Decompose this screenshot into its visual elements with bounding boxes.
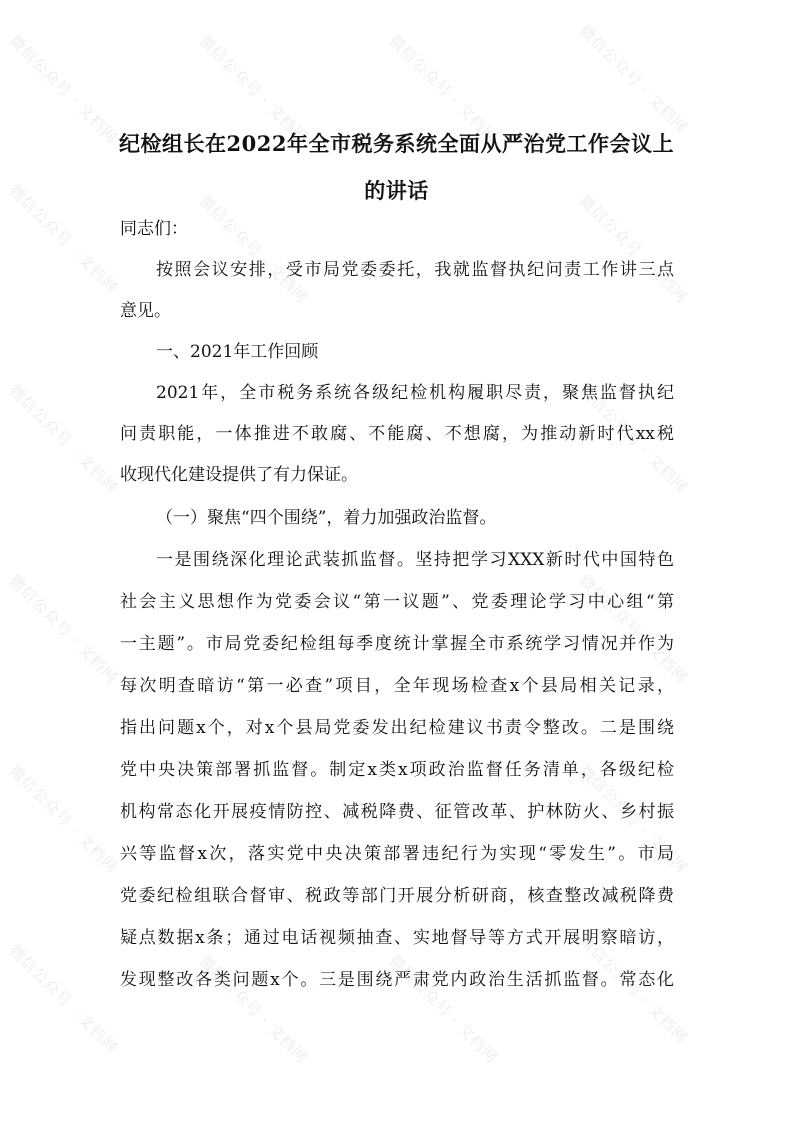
section-1-heading: 一、2021年工作回顾 — [156, 342, 319, 362]
body-para-line-8: 兴等监督x次，落实党中央决策部署违纪行为实现“零发生”。市局 — [120, 844, 674, 864]
watermark-text: 微信公众号 · 文档网 — [575, 761, 692, 877]
body-para-line-4: 每次明查暗访“第一必查”项目，全年现场检查x个县局相关记录， — [120, 676, 674, 696]
section-1-para-line-3: 收现代化建设提供了有力保证。 — [120, 465, 358, 485]
watermark-text: 微信公众号 · 文档网 — [575, 571, 692, 687]
watermark-text: 微信公众号 · 文档网 — [5, 571, 122, 687]
watermark-text: 微信公众号 · 文档网 — [5, 31, 122, 147]
body-para-line-10: 疑点数据x条；通过电话视频抽查、实地督导等方式开展明察暗访， — [120, 928, 674, 948]
watermark-text: 微信公众号 · 文档网 — [5, 181, 122, 297]
watermark-text: 微信公众号 · 文档网 — [385, 951, 502, 1067]
watermark-text: 微信公众号 · 文档网 — [575, 931, 692, 1047]
body-para-line-1: 一是围绕深化理论武装抓监督。坚持把学习XXX新时代中国特色 — [156, 550, 674, 570]
document-title-line-1: 纪检组长在2022年全市税务系统全面从严治党工作会议上 — [119, 131, 674, 156]
body-para-line-6: 党中央决策部署抓监督。制定x类x项政治监督任务清单，各级纪检 — [120, 760, 674, 780]
watermark-text: 微信公众号 · 文档网 — [195, 951, 312, 1067]
watermark-text: 微信公众号 · 文档网 — [5, 761, 122, 877]
body-para-line-9: 党委纪检组联合督审、税政等部门开展分析研商，核查整改减税降费 — [120, 886, 674, 906]
watermark-text: 微信公众号 · 文档网 — [385, 31, 502, 147]
body-para-line-11: 发现整改各类问题x个。三是围绕严肃党内政治生活抓监督。常态化 — [120, 970, 674, 990]
greeting: 同志们： — [120, 219, 188, 239]
watermark-text: 微信公众号 · 文档网 — [195, 31, 312, 147]
body-para-line-5: 指出问题x个，对x个县局党委发出纪检建议书责令整改。二是围绕 — [120, 718, 674, 738]
watermark-text: 微信公众号 · 文档网 — [5, 941, 122, 1057]
document-title-line-2: 的讲话 — [364, 178, 429, 203]
intro-line-2: 意见。 — [120, 301, 171, 321]
watermark-text: 微信公众号 · 文档网 — [195, 191, 312, 307]
watermark-text: 微信公众号 · 文档网 — [575, 191, 692, 307]
intro-line-1: 按照会议安排，受市局党委委托，我就监督执纪问责工作讲三点 — [156, 260, 674, 280]
watermark-text: 微信公众号 · 文档网 — [575, 381, 692, 497]
watermark-text: 微信公众号 · 文档网 — [5, 381, 122, 497]
section-1-para-line-1: 2021年，全市税务系统各级纪检机构履职尽责，聚焦监督执纪 — [156, 383, 674, 403]
body-para-line-7: 机构常态化开展疫情防控、减税降费、征管改革、护林防火、乡村振 — [120, 802, 674, 822]
watermark-text: 微信公众号 · 文档网 — [575, 21, 692, 137]
body-para-line-2: 社会主义思想作为党委会议“第一议题”、党委理论学习中心组“第 — [120, 592, 674, 612]
section-1-para-line-2: 问责职能，一体推进不敢腐、不能腐、不想腐，为推动新时代xx税 — [120, 424, 674, 444]
body-para-line-3: 一主题”。市局党委纪检组每季度统计掌握全市系统学习情况并作为 — [120, 634, 674, 654]
subsection-1-heading: （一）聚焦“四个围绕”，着力加强政治监督。 — [156, 508, 497, 528]
